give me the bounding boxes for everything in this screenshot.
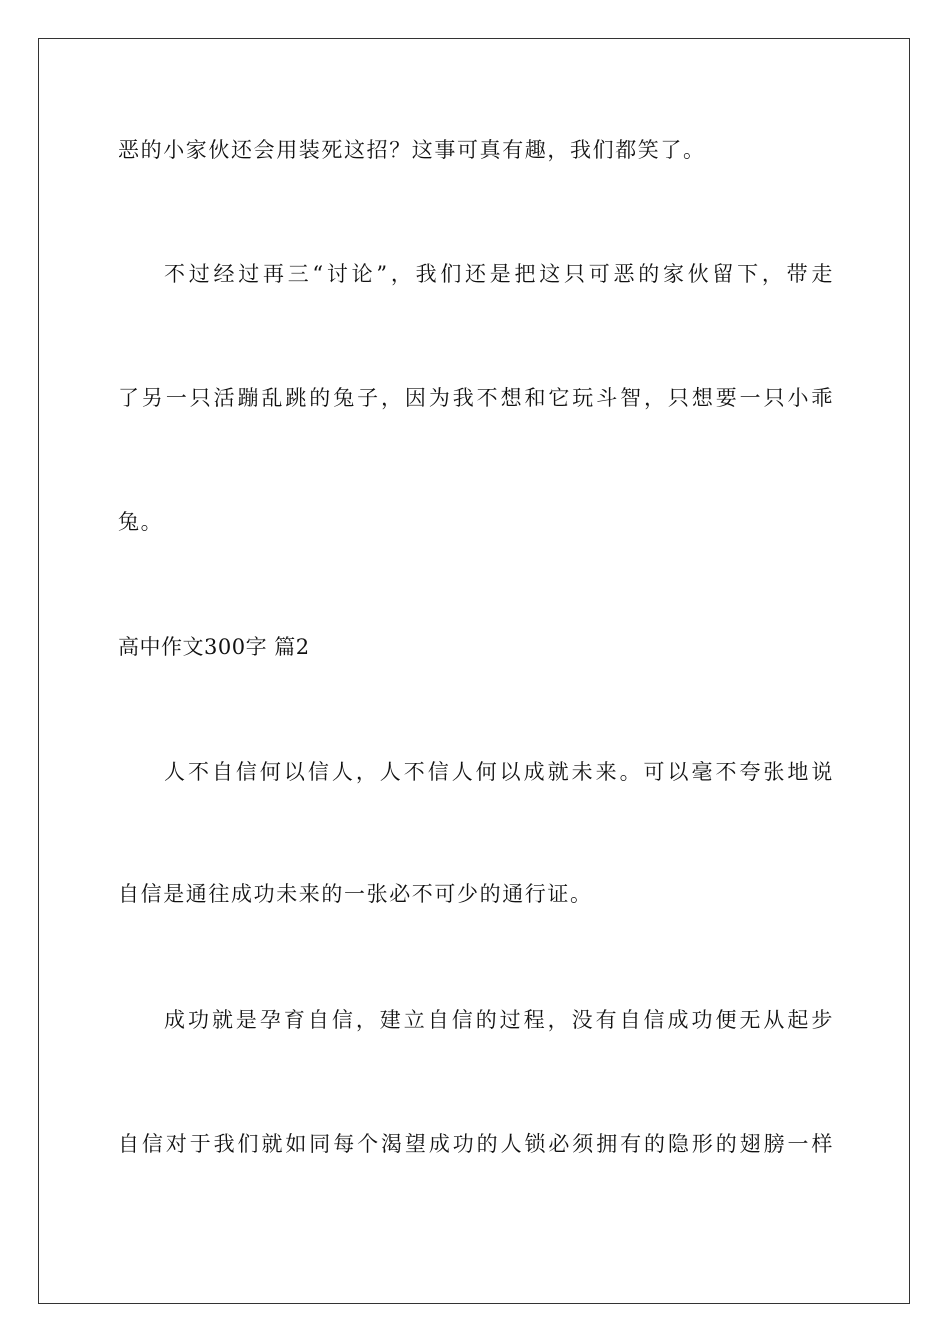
- text-line: 了另一只活蹦乱跳的兔子，因为我不想和它玩斗智，只想要一只小乖: [118, 386, 834, 410]
- text-line: 自信是通往成功未来的一张必不可少的通行证。: [118, 882, 593, 906]
- text-line: 自信对于我们就如同每个渴望成功的人锁必须拥有的隐形的翅膀一样: [118, 1132, 834, 1156]
- text-line: 恶的小家伙还会用装死这招？这事可真有趣，我们都笑了。: [118, 138, 706, 162]
- text-line: 成功就是孕育自信，建立自信的过程，没有自信成功便无从起步: [164, 1008, 834, 1032]
- text-line: 兔。: [118, 510, 164, 534]
- text-line: 人不自信何以信人，人不信人何以成就未来。可以毫不夸张地说: [164, 760, 834, 784]
- section-heading: 高中作文300字 篇2: [118, 635, 310, 659]
- page-frame: [38, 38, 910, 1304]
- text-line: 不过经过再三“讨论”，我们还是把这只可恶的家伙留下，带走: [164, 262, 834, 286]
